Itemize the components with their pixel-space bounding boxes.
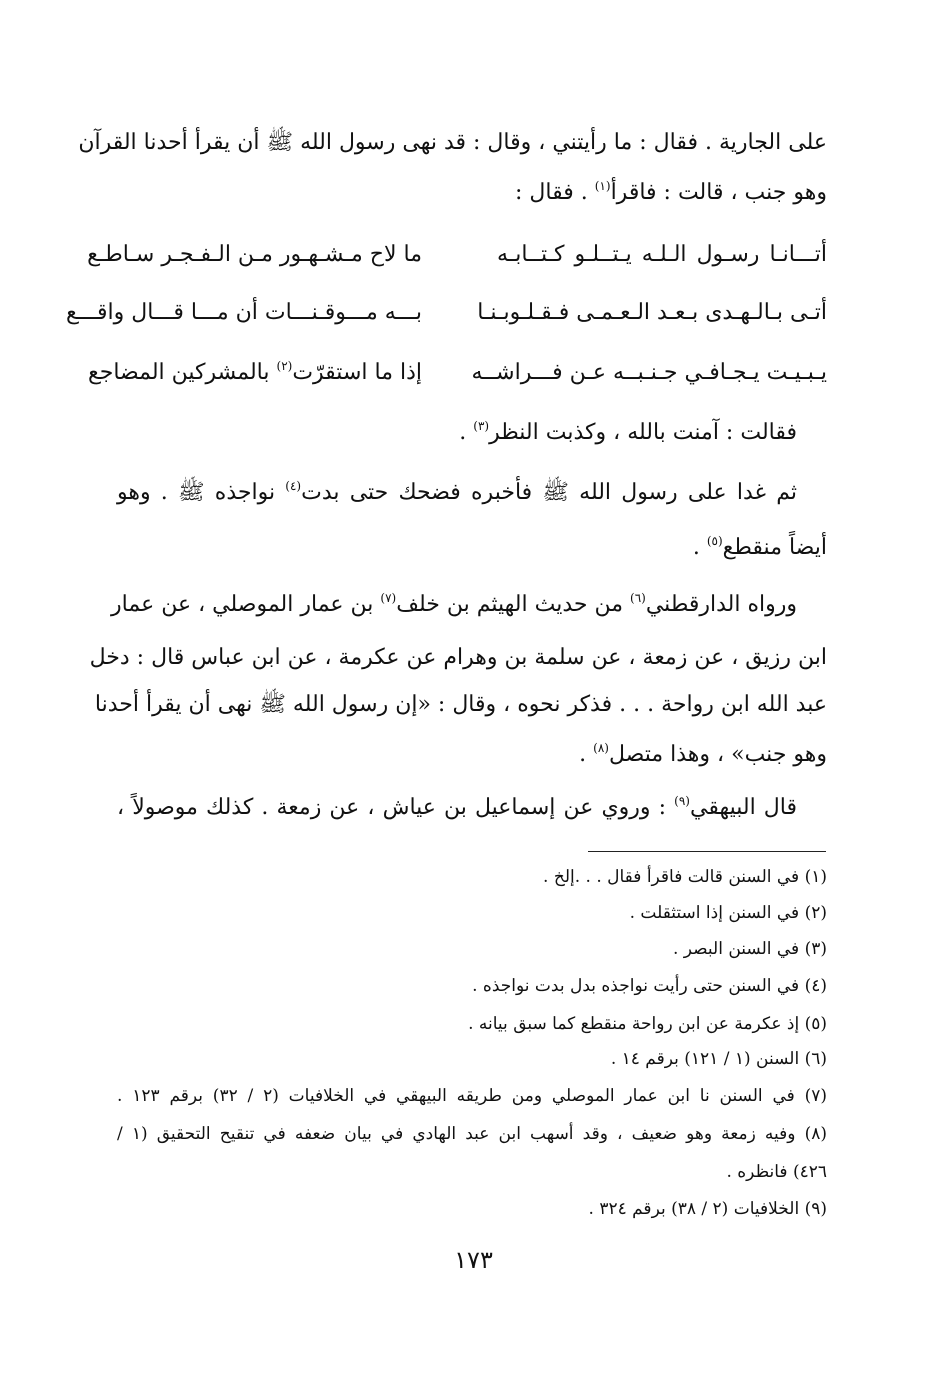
footnote-ref[interactable]: (٥): [706, 534, 723, 548]
text: ما لاح مـشـهـور مـن الـفـجـر سـاطـع: [87, 242, 422, 267]
footnote: [117, 1083, 827, 1109]
body-line: [111, 590, 797, 620]
text: .: [579, 742, 594, 767]
footnote-ref[interactable]: (٩): [674, 794, 690, 808]
verse-second-hemistich: [87, 240, 422, 270]
text: (١) في السنن قالت فاقرأ فقال . . .إلخ .: [543, 867, 827, 887]
text: .: [459, 420, 474, 445]
text: ابن رزيق ، عن زمعة ، عن سلمة بن وهرام عن عكرمة ، عن ابن عباس قال : دخل: [89, 645, 827, 670]
text: ثم غدا على رسول الله ﷺ فأخبره فضحك حتى بدت: [301, 480, 797, 505]
text: ٤٢٦) فانظره .: [726, 1162, 827, 1182]
footnote: [726, 1159, 827, 1185]
text: (٦) السنن (١ / ١٢١) برقم ١٤ .: [610, 1049, 827, 1069]
footnote-ref[interactable]: (٦): [630, 591, 646, 605]
body-line: [459, 418, 797, 448]
footnote: [472, 973, 827, 999]
text: نواجذه ﷺ . وهو: [117, 480, 286, 505]
text: (٨) وفيه زمعة وهو ضعيف ، وقد أسهب ابن عبد الهادي في بيان ضعفه في تنقيح التحقيق (١ /: [117, 1124, 827, 1144]
text: على الجارية . فقال : ما رأيتني ، وقال : قد نهى رسول الله ﷺ أن يقرأ أحدنا القرآن: [78, 130, 827, 155]
body-line: [94, 690, 827, 720]
text: بالمشركين المضاجع: [88, 360, 277, 385]
footnote-ref[interactable]: (١): [594, 179, 611, 193]
footnote: [117, 1121, 827, 1147]
text: وهو جنب ، قالت : فاقرأ: [610, 180, 827, 205]
text: قال البيهقي: [689, 795, 797, 820]
footnote-ref[interactable]: (٣): [473, 419, 490, 433]
footnote-ref[interactable]: (٤): [285, 479, 302, 493]
text: فقالت : آمنت بالله ، وكذبت النظر: [489, 420, 797, 445]
footnote: [611, 1046, 827, 1072]
verse-first-hemistich: [471, 358, 827, 388]
text: عبد الله ابن رواحة . . . فذكر نحوه ، وقال : «إن رسول الله ﷺ نهى أن يقرأ أحدنا: [94, 692, 827, 717]
text: (٣) في السنن البصر .: [672, 939, 827, 959]
text: (٤) في السنن حتى رأيت نواجذه بدل بدت نواجذه .: [472, 976, 827, 996]
verse-first-hemistich: [497, 240, 827, 270]
footnote: [589, 1196, 828, 1222]
footnote: [468, 1011, 827, 1037]
footnote: [630, 900, 827, 926]
text: بن عمار الموصلي ، عن عمار: [111, 592, 381, 617]
verse-first-hemistich: [477, 298, 827, 328]
text: يـبـيـت يـجـافـي جـنـبــه عـن فـــراشــه: [471, 360, 827, 385]
text: (٧) في السنن نا ابن عمار الموصلي ومن طريقه البيهقي في الخلافيات (٢ / ٣٢) برقم ١٢٣ .: [117, 1086, 827, 1106]
footnote-ref[interactable]: (٢): [276, 359, 293, 373]
text: وهو جنب» ، وهذا متصل: [608, 742, 827, 767]
text: بـــه مـــوقـنـــات أن مـــا قـــال واقـــع: [66, 300, 422, 325]
text: (٥) إذ عكرمة عن ابن رواحة منقطع كما سبق بيانه .: [468, 1014, 827, 1034]
body-line: [117, 478, 797, 508]
footnote-separator: [588, 851, 826, 852]
body-line: [78, 128, 827, 158]
verse-second-hemistich: [88, 358, 422, 388]
body-line: [515, 178, 827, 208]
body-line: [579, 740, 827, 770]
body-line: [693, 533, 827, 563]
footnote: [543, 864, 827, 890]
text: . فقال :: [515, 180, 595, 205]
verse-second-hemistich: [66, 298, 422, 328]
footnote-ref[interactable]: (٨): [593, 741, 609, 755]
text: (٢) في السنن إذا استثقلت .: [629, 903, 827, 923]
text: من حديث الهيثم بن خلف: [396, 592, 631, 617]
text: : وروي عن إسماعيل بن عياش ، عن زمعة . كذلك موصولاً ،: [117, 795, 675, 820]
text: (٩) الخلافيات (٢ / ٣٨) برقم ٣٢٤ .: [588, 1199, 827, 1219]
body-line: [89, 643, 827, 673]
page-number: ١٧٣: [454, 1246, 493, 1274]
text: أتـــانـا رسـول الـلـه يـتــلـو كـتــابـه: [497, 242, 827, 267]
body-line: [117, 793, 797, 823]
text: أيضاً منقطع: [722, 535, 827, 560]
footnote: [673, 936, 827, 962]
text: ورواه الدارقطني: [645, 592, 797, 617]
text: إذا ما استقرّت: [292, 360, 422, 385]
text: .: [692, 535, 707, 560]
footnote-ref[interactable]: (٧): [380, 591, 397, 605]
text: أتـى بـالـهـدى بـعـد الـعـمـى فـقـلـوبـنـا: [477, 300, 827, 325]
